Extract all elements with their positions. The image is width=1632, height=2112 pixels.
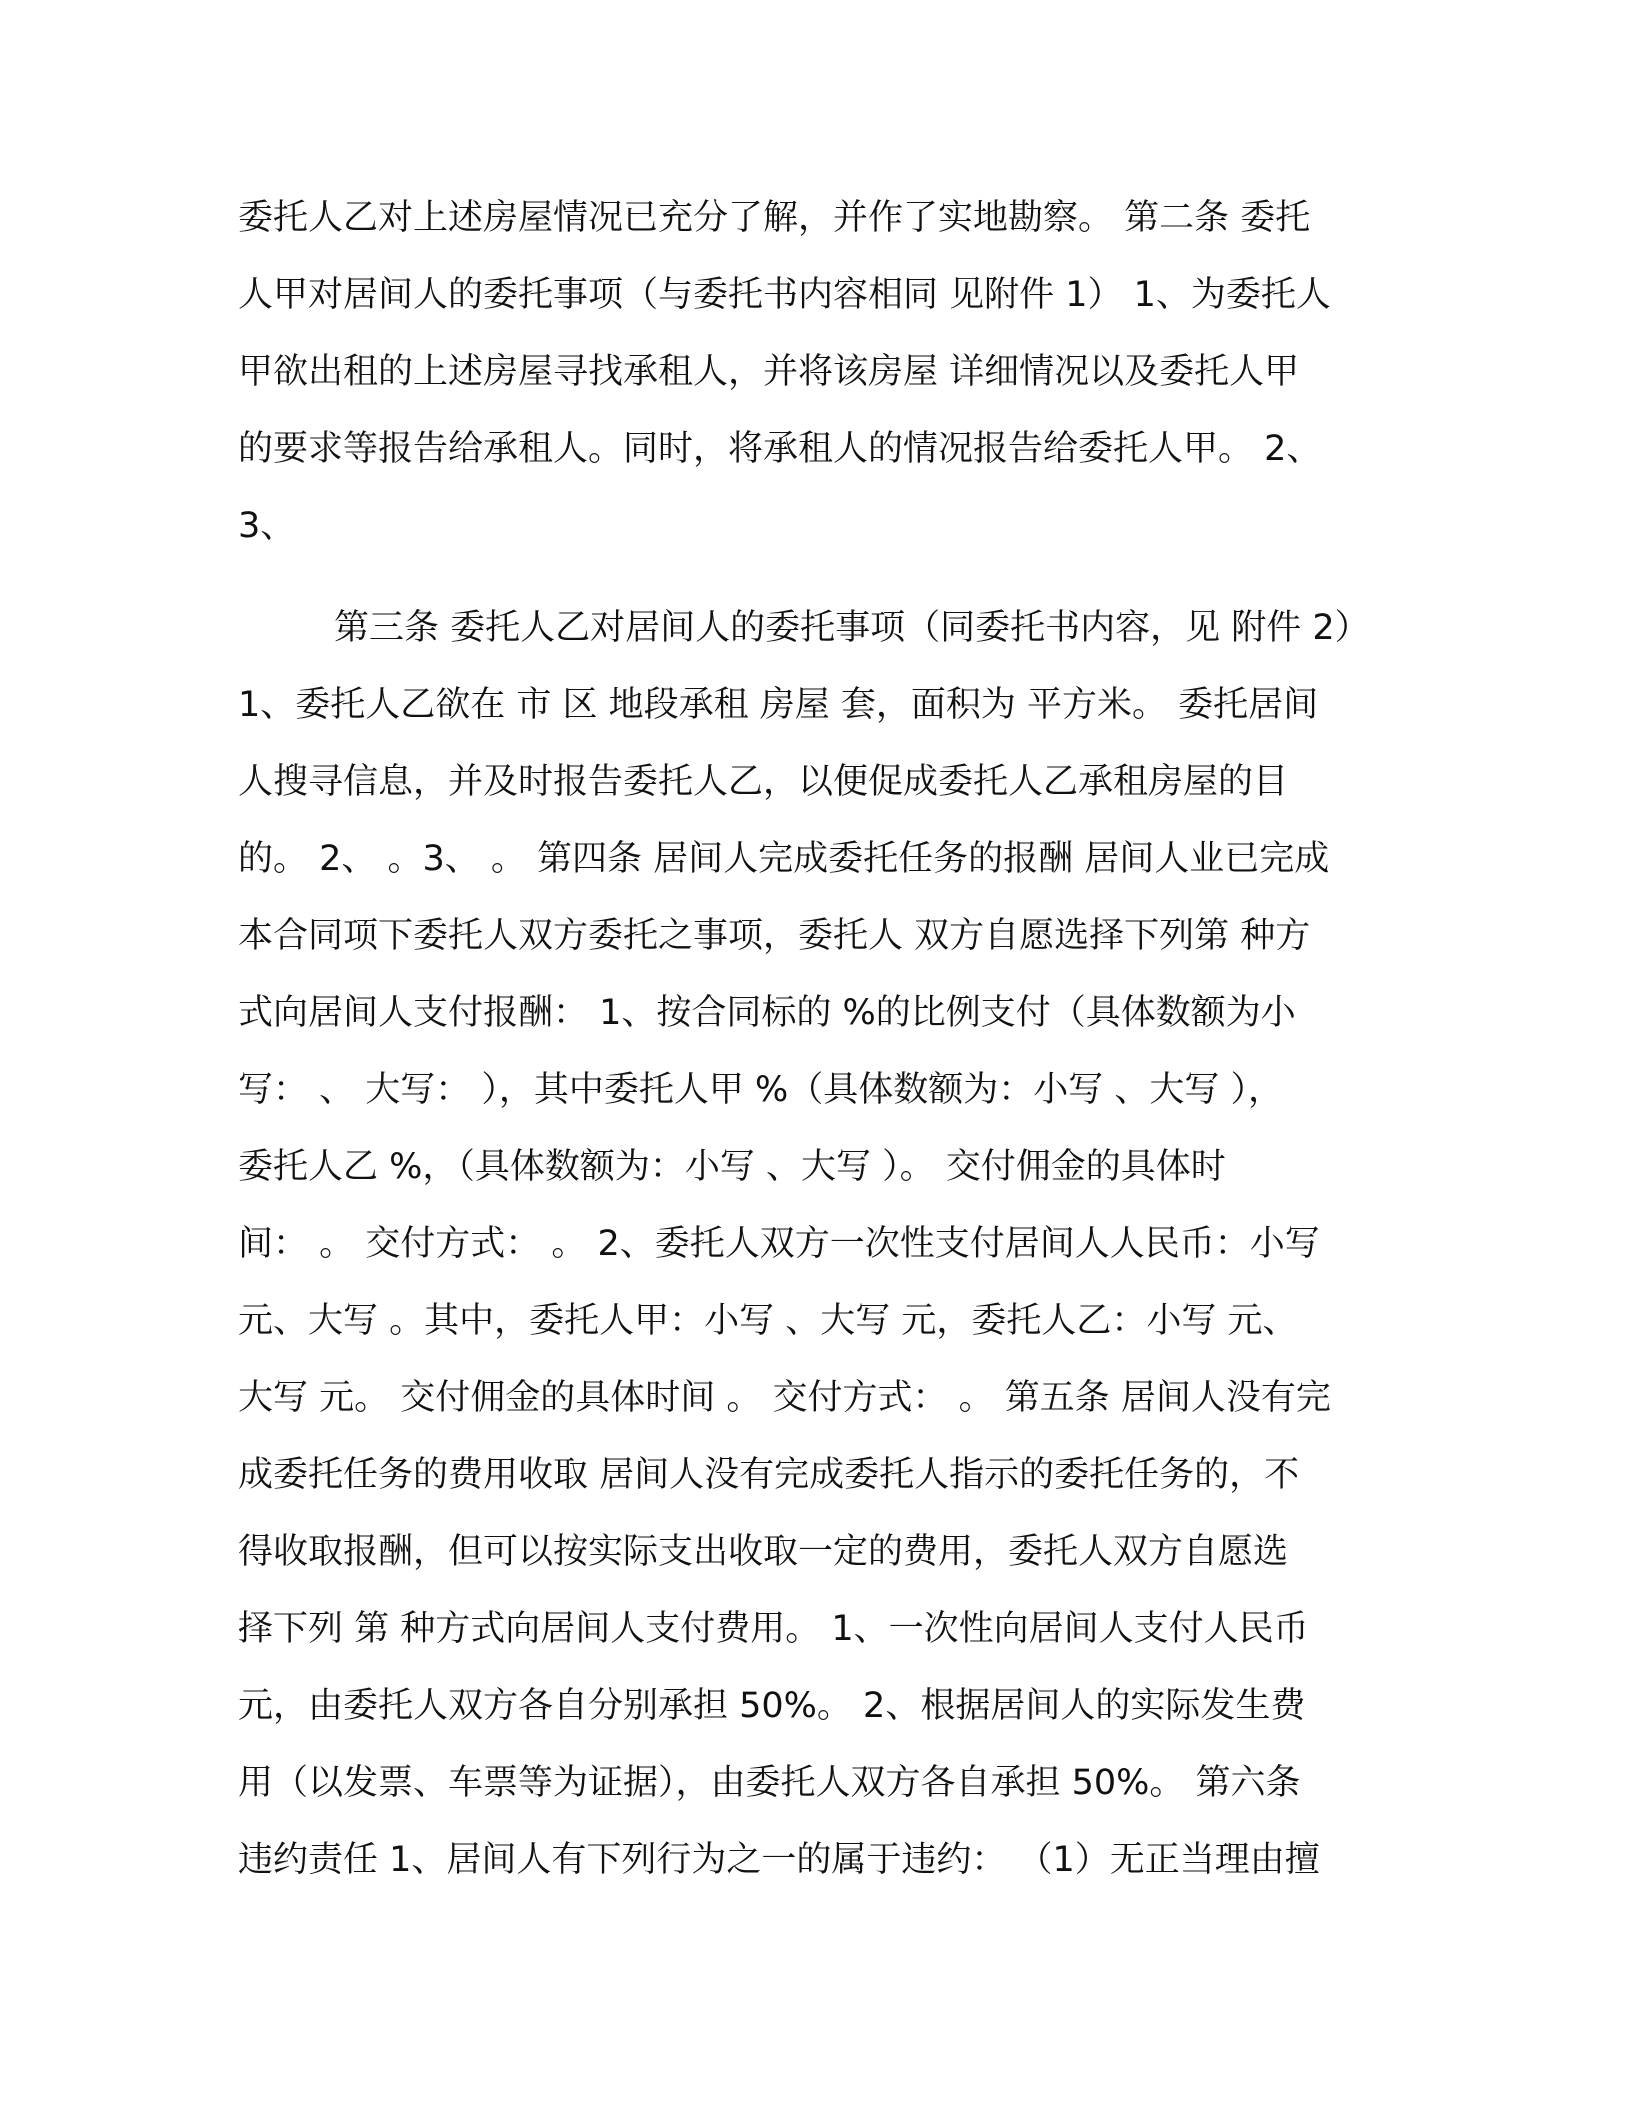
- text-line: 元，由委托人双方各自分别承担 50%。 2、根据居间人的实际发生费: [238, 1686, 1306, 1726]
- text-line: 人甲对居间人的委托事项（与委托书内容相同 见附件 1） 1、为委托人: [238, 275, 1331, 315]
- text-line: 委托人乙对上述房屋情况已充分了解，并作了实地勘察。 第二条 委托: [238, 198, 1311, 238]
- text-line: 的。 2、 。3、 。 第四条 居间人完成委托任务的报酬 居间人业已完成: [238, 839, 1330, 879]
- text-line: 写： 、 大写： ），其中委托人甲 %（具体数额为：小写 、大写 ），: [238, 1070, 1284, 1110]
- text-line: 元、大写 。其中，委托人甲：小写 、大写 元，委托人乙：小写 元、: [238, 1301, 1298, 1341]
- text-line: 择下列 第 种方式向居间人支付费用。 1、一次性向居间人支付人民币: [238, 1609, 1309, 1649]
- text-line: 本合同项下委托人双方委托之事项，委托人 双方自愿选择下列第 种方: [238, 916, 1311, 956]
- text-line: 委托人乙 %，（具体数额为：小写 、大写 ）。 交付佣金的具体时: [238, 1147, 1226, 1187]
- text-line: 间： 。 交付方式： 。 2、委托人双方一次性支付居间人人民币：小写: [238, 1224, 1320, 1264]
- paragraph-1: [238, 180, 1408, 565]
- text-line: 违约责任 1、居间人有下列行为之一的属于违约： （1）无正当理由擅: [238, 1840, 1320, 1880]
- text-line: 第三条 委托人乙对居间人的委托事项（同委托书内容，见 附件 2）: [334, 608, 1370, 648]
- paragraph-2: [238, 590, 1408, 1899]
- text-line: 用（以发票、车票等为证据），由委托人双方各自承担 50%。 第六条: [238, 1763, 1301, 1803]
- text-line: 1、委托人乙欲在 市 区 地段承租 房屋 套，面积为 平方米。 委托居间: [238, 685, 1319, 725]
- text-line: 的要求等报告给承租人。同时，将承租人的情况报告给委托人甲。 2、: [238, 429, 1322, 469]
- text-line: 人搜寻信息，并及时报告委托人乙，以便促成委托人乙承租房屋的目: [238, 762, 1289, 802]
- text-line: 大写 元。 交付佣金的具体时间 。 交付方式： 。 第五条 居间人没有完: [238, 1378, 1331, 1418]
- text-line: 得收取报酬，但可以按实际支出收取一定的费用，委托人双方自愿选: [238, 1532, 1289, 1572]
- text-line: 甲欲出租的上述房屋寻找承租人，并将该房屋 详细情况以及委托人甲: [238, 352, 1300, 392]
- text-line: 式向居间人支付报酬： 1、按合同标的 %的比例支付（具体数额为小: [238, 993, 1296, 1033]
- text-line: 成委托任务的费用收取 居间人没有完成委托人指示的委托任务的，不: [238, 1455, 1300, 1495]
- text-line: 3、: [238, 506, 296, 546]
